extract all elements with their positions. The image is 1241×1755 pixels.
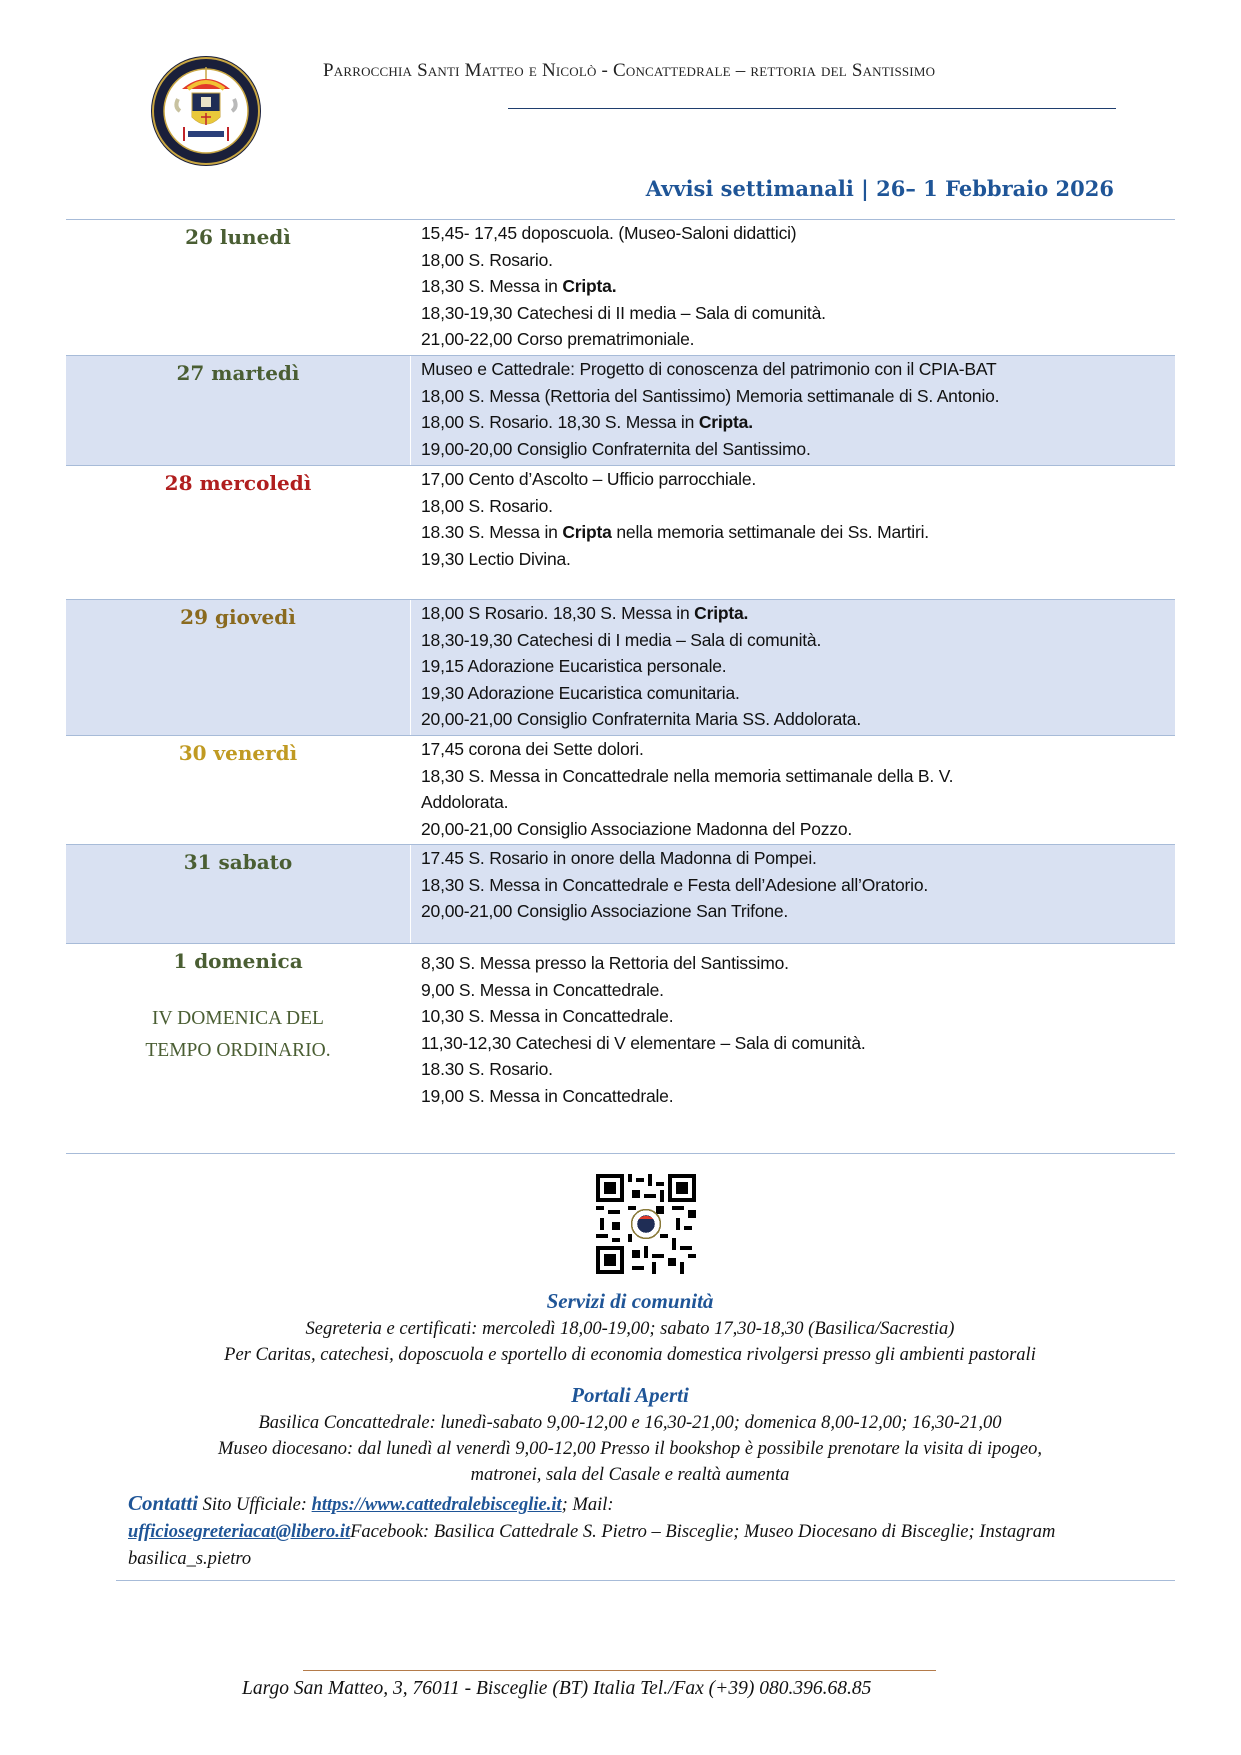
liturgical-day: IV DOMENICA DEL TEMPO ORDINARIO. <box>145 1008 331 1061</box>
open-portals-section <box>110 1383 1150 1488</box>
day-label: 30 venerdì <box>178 741 298 765</box>
day-row-friday <box>66 735 1175 844</box>
schedule-item: 8,30 S. Messa presso la Rettoria del Santissimo. <box>421 953 789 973</box>
email-link[interactable]: ufficiosegreteriacat@libero.it <box>128 1522 351 1542</box>
services-line: Segreteria e certificati: mercoledì 18,00-19,00; sabato 17,30-18,30 (Basilica/Sacrestia) <box>305 1319 955 1339</box>
services-title: Servizi di comunità <box>546 1289 714 1313</box>
schedule-item: 17.45 S. Rosario in onore della Madonna di Pompei. <box>421 848 817 868</box>
weekly-notices-title: Avvisi settimanali | 26– 1 Febbraio 2026 <box>645 176 1114 201</box>
contacts-divider <box>116 1580 1175 1581</box>
schedule-item: Museo e Cattedrale: Progetto di conoscenza del patrimonio con il CPIA-BAT <box>421 359 997 379</box>
schedule-item: 18,00 S. Rosario. 18,30 S. Messa in Cripta. <box>421 412 753 432</box>
schedule-item: 18,00 S. Rosario. <box>421 249 553 270</box>
schedule-item: 20,00-21,00 Consiglio Associazione San Trifone. <box>421 901 789 921</box>
schedule-item: 18,00 S. Messa (Rettoria del Santissimo) Memoria settimanale di S. Antonio. <box>421 385 1000 406</box>
table-bottom-divider <box>66 1153 1175 1154</box>
schedule-item: 19,30 Adorazione Eucaristica comunitaria. <box>421 682 740 703</box>
day-row-thursday <box>66 599 1175 735</box>
portals-line: Museo diocesano: dal lunedì al venerdì 9,00-12,00 Presso il bookshop è possibile prenotare la visita di ipogeo, <box>218 1439 1042 1459</box>
schedule-item: 11,30-12,30 Catechesi di V elementare – Sala di comunità. <box>421 1032 866 1053</box>
schedule-item: 18.30 S. Messa in Cripta nella memoria settimanale dei Ss. Martiri. <box>421 522 929 542</box>
parish-title: Parrocchia Santi Matteo e Nicolò - Concattedrale – rettoria del Santissimo <box>323 60 936 81</box>
day-row-wednesday <box>66 465 1175 599</box>
portals-title: Portali Aperti <box>571 1383 689 1407</box>
day-label: 29 giovedì <box>180 605 296 629</box>
schedule-item: 20,00-21,00 Consiglio Associazione Madonna del Pozzo. <box>421 818 853 839</box>
schedule-item: 18.30 S. Rosario. <box>421 1059 553 1079</box>
qr-code[interactable] <box>596 1174 696 1274</box>
schedule-item: 19,15 Adorazione Eucaristica personale. <box>421 656 727 676</box>
header-divider <box>508 108 1116 109</box>
contacts-title: Contatti <box>128 1491 199 1515</box>
portals-line: Basilica Concattedrale: lunedì-sabato 9,00-12,00 e 16,30-21,00; domenica 8,00-12,00; 16,30-21,00 <box>258 1413 1002 1433</box>
day-row-sunday <box>66 943 1175 1160</box>
schedule-item: 20,00-21,00 Consiglio Confraternita Maria SS. Addolorata. <box>421 709 861 729</box>
contacts-section <box>128 1490 1128 1573</box>
day-row-monday <box>66 219 1175 355</box>
day-row-saturday <box>66 844 1175 943</box>
schedule-item: 18,00 S. Rosario. <box>421 495 553 516</box>
schedule-item: 19,30 Lectio Divina. <box>421 548 571 569</box>
schedule-item: 18,30-19,30 Catechesi di I media – Sala di comunità. <box>421 629 822 650</box>
day-label: 26 lunedì <box>185 225 291 249</box>
website-link[interactable]: https://www.cattedralebisceglie.it <box>311 1495 562 1515</box>
day-label: 28 mercoledì <box>164 471 312 495</box>
schedule-item: 15,45- 17,45 doposcuola. (Museo-Saloni didattici) <box>421 223 797 243</box>
footer-address: Largo San Matteo, 3, 76011 - Bisceglie (BT) Italia Tel./Fax (+39) 080.396.68.85 <box>242 1678 872 1699</box>
services-line: Per Caritas, catechesi, doposcuola e sportello di economia domestica rivolgersi presso gli ambienti pastorali <box>224 1345 1036 1365</box>
schedule-item: Addolorata. <box>421 792 509 812</box>
schedule-item: 17,45 corona dei Sette dolori. <box>421 739 644 759</box>
social-info: Facebook: Basilica Cattedrale S. Pietro – Bisceglie; Museo Diocesano di Bisceglie; Instagram basilica_s.pietro <box>128 1522 1056 1569</box>
schedule-item: 17,00 Cento d’Ascolto – Ufficio parrocchiale. <box>421 469 757 489</box>
schedule-item: 18,30 S. Messa in Concattedrale nella memoria settimanale della B. V. <box>421 765 954 786</box>
schedule-item: 10,30 S. Messa in Concattedrale. <box>421 1006 674 1026</box>
schedule-item: 21,00-22,00 Corso prematrimoniale. <box>421 329 695 349</box>
day-label: 31 sabato <box>183 850 293 874</box>
day-row-tuesday <box>66 355 1175 465</box>
schedule-item: 18,30 S. Messa in Concattedrale e Festa dell’Adesione all’Oratorio. <box>421 874 929 895</box>
schedule-item: 9,00 S. Messa in Concattedrale. <box>421 979 664 1000</box>
weekly-schedule-table <box>66 219 1175 1160</box>
community-services-section <box>110 1289 1150 1368</box>
site-label: Sito Ufficiale: <box>198 1495 312 1515</box>
portals-line: matronei, sala del Casale e realtà aumenta <box>470 1465 790 1485</box>
day-label: 27 martedì <box>176 361 300 385</box>
schedule-item: 18,30 S. Messa in Cripta. <box>421 276 617 296</box>
parish-logo <box>150 55 262 167</box>
mail-label: ; Mail: <box>561 1495 614 1515</box>
schedule-item: 18,30-19,30 Catechesi di II media – Sala di comunità. <box>421 302 826 323</box>
schedule-item: 19,00 S. Messa in Concattedrale. <box>421 1085 674 1106</box>
schedule-item: 18,00 S Rosario. 18,30 S. Messa in Cripta. <box>421 603 749 623</box>
footer-divider <box>303 1670 936 1671</box>
schedule-item: 19,00-20,00 Consiglio Confraternita del Santissimo. <box>421 438 811 459</box>
day-label: 1 domenica <box>173 949 303 973</box>
